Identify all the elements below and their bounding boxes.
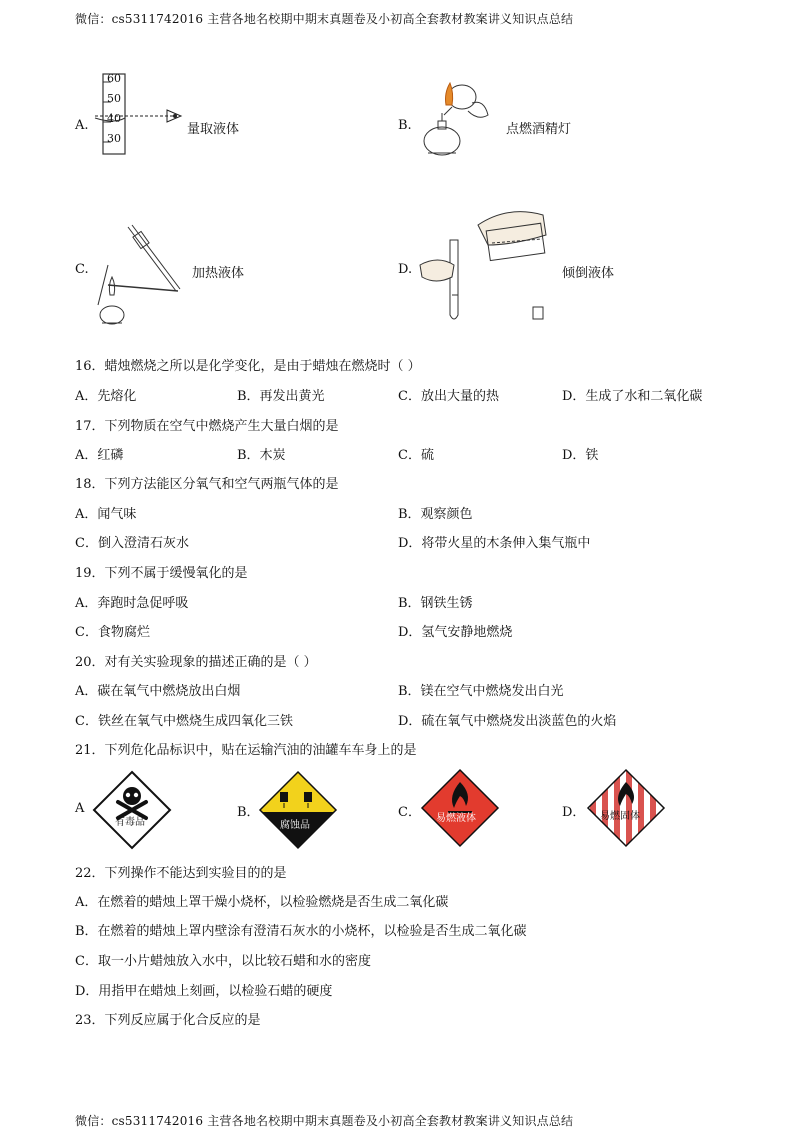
q22-option-b: B．在燃着的蜡烛上罩内壁涂有澄清石灰水的小烧杯，以检验是否生成二氧化碳 bbox=[75, 924, 527, 939]
q22-option-c: C．取一小片蜡烛放入水中，以比较石蜡和水的密度 bbox=[75, 954, 371, 969]
q16-stem: 16．蜡烛燃烧之所以是化学变化，是由于蜡烛在燃烧时（ ） bbox=[75, 359, 421, 374]
q20-option-c: C．铁丝在氧气中燃烧生成四氧化三铁 bbox=[75, 714, 293, 729]
scale-label-30: 30 bbox=[107, 132, 121, 145]
scale-label-60: 60 bbox=[107, 72, 121, 85]
page-footer: 微信：cs5311742016 主营各地名校期中期末真题卷及小初高全套教材教案讲义知识点总结 bbox=[75, 1114, 574, 1128]
option-caption-c: 加热液体 bbox=[192, 266, 245, 281]
q22-stem: 22．下列操作不能达到实验目的的是 bbox=[75, 866, 287, 881]
corrosive-sign bbox=[258, 770, 338, 850]
q19-stem: 19．下列不属于缓慢氧化的是 bbox=[75, 566, 248, 581]
q20-stem: 20．对有关实验现象的描述正确的是（ ） bbox=[75, 655, 317, 670]
toxic-sign bbox=[92, 770, 172, 850]
pouring-liquid-figure bbox=[418, 195, 558, 325]
q17-stem: 17．下列物质在空气中燃烧产生大量白烟的是 bbox=[75, 419, 339, 434]
scale-label-50: 50 bbox=[107, 92, 121, 105]
flammable-solid-sign-label: 易燃固体 bbox=[600, 811, 640, 822]
q19-option-c: C．食物腐烂 bbox=[75, 625, 150, 640]
q18-option-d: D．将带火星的木条伸入集气瓶中 bbox=[398, 536, 591, 551]
page-header: 微信：cs5311742016 主营各地名校期中期末真题卷及小初高全套教材教案讲义知识点总结 bbox=[75, 12, 574, 26]
q20-option-a: A．碳在氧气中燃烧放出白烟 bbox=[75, 684, 241, 699]
heating-test-tube-figure bbox=[88, 225, 188, 330]
q19-option-d: D．氢气安静地燃烧 bbox=[398, 625, 513, 640]
scale-label-40: 40 bbox=[107, 112, 121, 125]
q17-option-d: D．铁 bbox=[562, 448, 599, 463]
q19-option-b: B．钢铁生锈 bbox=[398, 596, 473, 611]
q17-option-c: C．硫 bbox=[398, 448, 434, 463]
flammable-liquid-sign bbox=[420, 768, 500, 848]
q21-stem: 21．下列危化品标识中，贴在运输汽油的油罐车车身上的是 bbox=[75, 743, 417, 758]
q16-option-d: D．生成了水和二氧化碳 bbox=[562, 389, 703, 404]
option-caption-d: 倾倒液体 bbox=[562, 266, 615, 281]
q23-stem: 23．下列反应属于化合反应的是 bbox=[75, 1013, 261, 1028]
q21-option-letter-b: B． bbox=[237, 805, 260, 820]
q18-option-c: C．倒入澄清石灰水 bbox=[75, 536, 189, 551]
option-letter-c: C. bbox=[75, 262, 89, 277]
q16-option-b: B．再发出黄光 bbox=[237, 389, 325, 404]
q20-option-d: D．硫在氧气中燃烧发出淡蓝色的火焰 bbox=[398, 714, 617, 729]
alcohol-lamp-figure bbox=[418, 75, 498, 163]
option-caption-b: 点燃酒精灯 bbox=[506, 122, 572, 137]
q18-option-a: A．闻气味 bbox=[75, 507, 137, 522]
q21-option-letter-c: C． bbox=[398, 805, 421, 820]
option-letter-a: A. bbox=[75, 118, 89, 133]
flammable-liquid-sign-label: 易燃液体 bbox=[436, 813, 476, 824]
toxic-sign-label: 有毒品 bbox=[115, 817, 145, 828]
q22-option-d: D．用指甲在蜡烛上刻画，以检验石蜡的硬度 bbox=[75, 984, 333, 999]
corrosive-sign-label: 腐蚀品 bbox=[280, 820, 310, 831]
q18-stem: 18．下列方法能区分氧气和空气两瓶气体的是 bbox=[75, 477, 339, 492]
option-letter-b: B. bbox=[398, 118, 412, 133]
q21-option-letter-a: A bbox=[75, 801, 85, 816]
q22-option-a: A．在燃着的蜡烛上罩干燥小烧杯，以检验燃烧是否生成二氧化碳 bbox=[75, 895, 449, 910]
q20-option-b: B．镁在空气中燃烧发出白光 bbox=[398, 684, 564, 699]
option-letter-d: D. bbox=[398, 262, 413, 277]
q17-option-b: B．木炭 bbox=[237, 448, 286, 463]
option-caption-a: 量取液体 bbox=[187, 122, 240, 137]
q18-option-b: B．观察颜色 bbox=[398, 507, 473, 522]
q21-option-letter-d: D． bbox=[562, 805, 586, 820]
q16-option-a: A．先熔化 bbox=[75, 389, 137, 404]
q17-option-a: A．红磷 bbox=[75, 448, 124, 463]
q19-option-a: A．奔跑时急促呼吸 bbox=[75, 596, 189, 611]
q16-option-c: C．放出大量的热 bbox=[398, 389, 499, 404]
